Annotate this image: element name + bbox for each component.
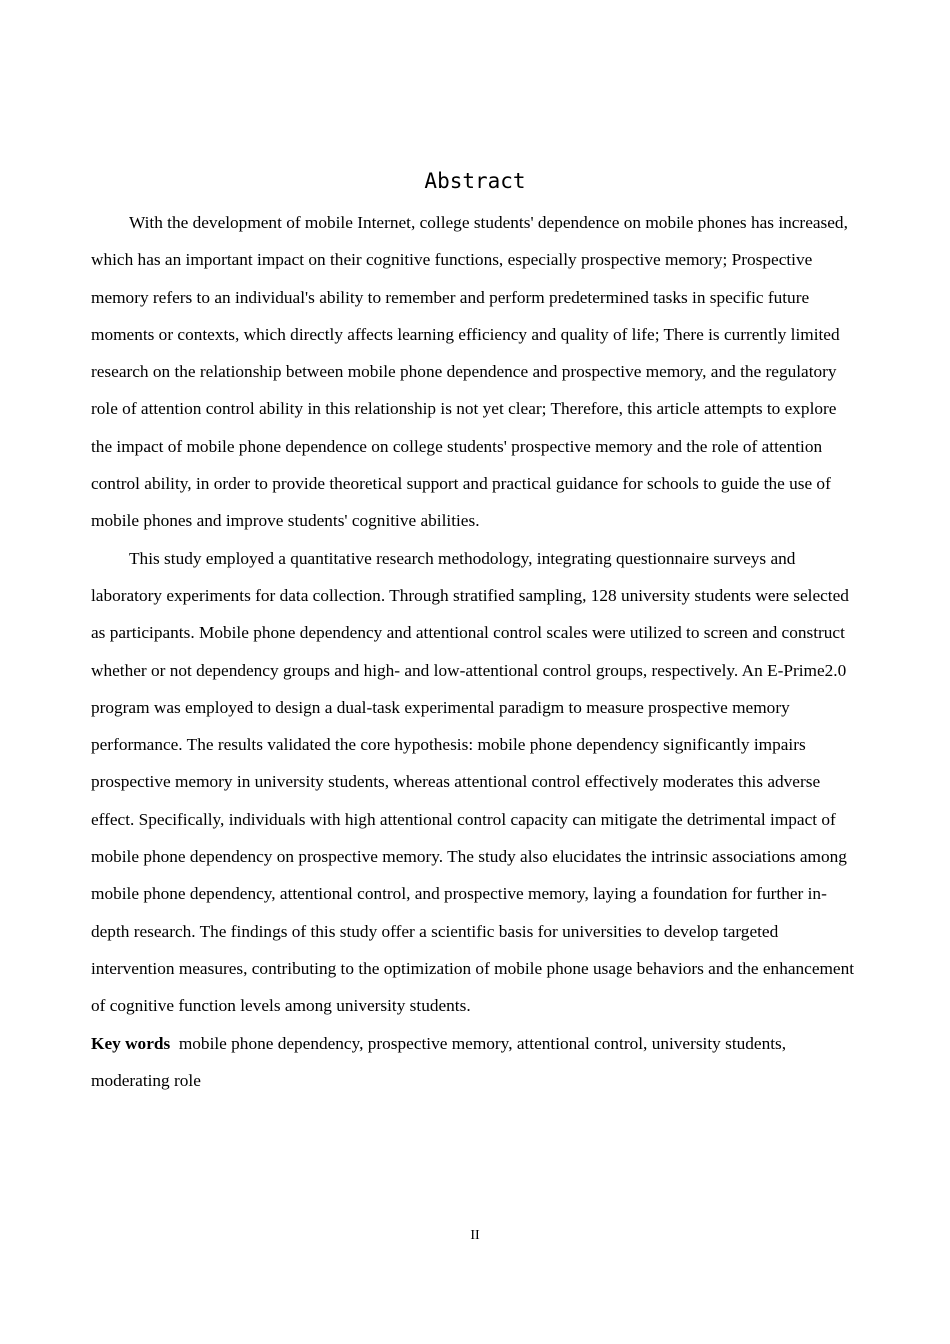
keywords-list: mobile phone dependency, prospective memory, attentional control, university students, moderating role (91, 1033, 787, 1090)
page-number: II (470, 1228, 480, 1243)
keywords-line (91, 1025, 859, 1100)
keywords-label: Key words (91, 1033, 171, 1053)
abstract-paragraph-1: With the development of mobile Internet, college students' dependence on mobile phones has increased, which has an important impact on their cognitive functions, especially prospective memory; Prospective memory refers to an individual's ability to remember and perform predetermined tasks in specific future moments or contexts, which directly affects learning efficiency and quality of life; There is currently limited research on the relationship between mobile phone dependence and prospective memory, and the regulatory role of attention control ability in this relationship is not yet clear; Therefore, this article attempts to explore the impact of mobile phone dependence on college students' prospective memory and the role of attention control ability, in order to provide theoretical support and practical guidance for schools to guide the use of mobile phones and improve students' cognitive abilities. (91, 213, 848, 531)
abstract-paragraph-2: This study employed a quantitative research methodology, integrating questionnaire surveys and laboratory experiments for data collection. Through stratified sampling, 128 university students were selected as participants. Mobile phone dependency and attentional control scales were utilized to screen and construct whether or not dependency groups and high- and low-attentional control groups, respectively. An E-Prime2.0 program was employed to design a dual-task experimental paradigm to measure prospective memory performance. The results validated the core hypothesis: mobile phone dependency significantly impairs prospective memory in university students, whereas attentional control effectively moderates this adverse effect. Specifically, individuals with high attentional control capacity can mitigate the detrimental impact of mobile phone dependency on prospective memory. The study also elucidates the intrinsic associations among mobile phone dependency, attentional control, and prospective memory, laying a foundation for further in-depth research. The findings of this study offer a scientific basis for universities to develop targeted intervention measures, contributing to the optimization of mobile phone usage behaviors and the enhancement of cognitive function levels among university students. (91, 548, 855, 1016)
abstract-body (91, 204, 859, 1099)
abstract-title: Abstract (424, 169, 526, 193)
